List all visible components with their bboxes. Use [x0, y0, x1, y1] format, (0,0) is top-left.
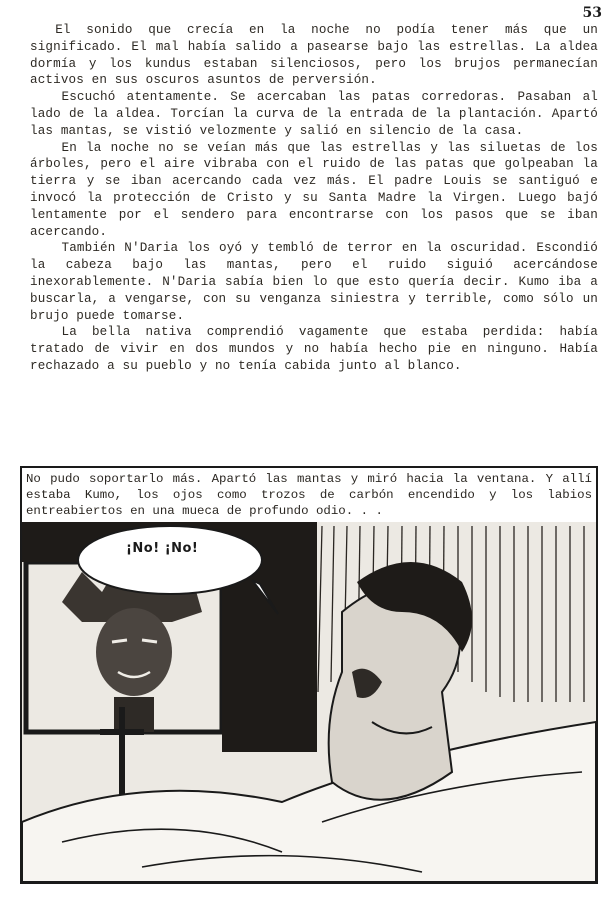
paragraph: El sonido que crecía en la noche no podía tener más que un significado. El mal había salido a pasearse bajo las estrellas. La aldea dormía y los kundus estaban silenciosos, pero los brujos permanecían activos en sus oscuros asuntos de perversión. [30, 23, 598, 88]
panel-illustration [22, 522, 596, 882]
paragraph: Escuchó atentamente. Se acercaban las patas corredoras. Pasaban al lado de la aldea. Torcían la curva de la entrada de la plantación. Apartó las mantas, se vistió velozmente y salió en silencio de la casa. [30, 90, 598, 138]
prose-body [30, 22, 598, 375]
panel-caption: No pudo soportarlo más. Apartó las mantas y miró hacia la ventana. Y allí estaba Kumo, los ojos como trozos de carbón encendido y los labios entreabiertos en una mueca de profundo odio. . . [22, 468, 596, 524]
paragraph: También N'Daria los oyó y tembló de terror en la oscuridad. Escondió la cabeza bajo las mantas, pero el ruido siguió acercándose inexorablemente. N'Daria sabía bien lo que esto quería decir. Kumo iba a buscarla, a vengarse, con su venganza siniestra y terrible, como sólo un brujo puede tomarse. [30, 241, 598, 323]
paragraph: La bella nativa comprendió vagamente que estaba perdida: había tratado de vivir en dos mundos y no había hecho pie en ninguno. Había rechazado a su pueblo y no tenía cabida junto al blanco. [30, 325, 598, 373]
page-number: 53 [582, 5, 602, 21]
comic-panel [20, 466, 598, 884]
paragraph: En la noche no se veían más que las estrellas y las siluetas de los árboles, pero el aire vibraba con el ruido de las patas que golpeaban la tierra y se iban acercando cada vez más. El padre Louis se santiguó e invocó la protección de Cristo y su Santa Madre la Virgen. Luego bajó lentamente por el sendero para encontrarse con los pasos que se iban acercando. [30, 140, 598, 239]
speech-bubble-text: ¡No! ¡No! [126, 541, 199, 556]
